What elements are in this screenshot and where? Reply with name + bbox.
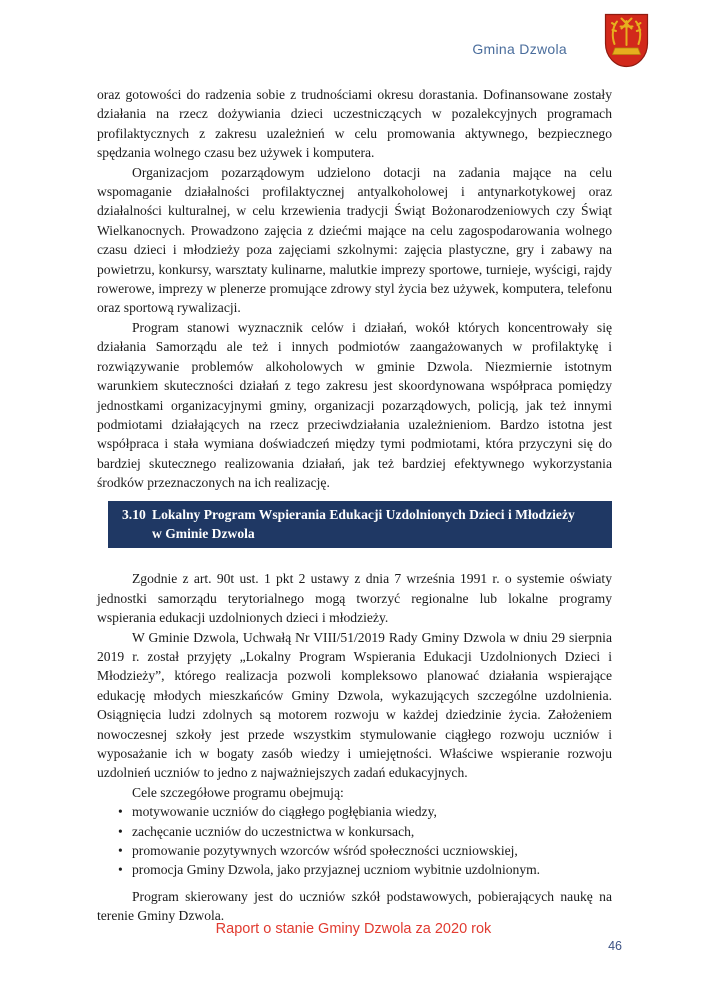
paragraph: Program skierowany jest do uczniów szkół podstawowych, pobierających naukę na terenie Gminy Dzwola. — [97, 888, 612, 924]
document-body — [97, 85, 612, 926]
section-title — [152, 505, 606, 544]
section-title-line1: Lokalny Program Wspierania Edukacji Uzdolnionych Dzieci i Młodzieży — [152, 506, 575, 522]
section-title-line2: w Gminie Dzwola — [152, 525, 255, 541]
section-heading-bar — [108, 501, 612, 549]
list-item: • zachęcanie uczniów do uczestnictwa w konkursach, — [97, 822, 612, 841]
section-number: 3.10 — [122, 506, 146, 522]
paragraph: Program stanowi wyznacznik celów i działań, wokół których koncentrowały się działania Samorządu ale też i innych podmiotów zaangażowanych w profilaktykę i rozwiązywanie problemów alkoholowych w gminie Dzwola. Niezmiernie istotnym warunkiem skuteczności działań z tego zakresu jest skoordynowana współpraca pomiędzy jednostkami organizacyjnymi gminy, organizacji pozarządowych, policją, jak też innymi podmiotami działających na rzecz przeciwdziałania uzależnieniom. Bardzo istotna jest współpraca i stała wymiana doświadczeń między tymi podmiotami, która przyczyni się do bardziej skutecznego realizowania działań, jak też bardziej efektywnego wykorzystania środków przeznaczonych na ich realizację. — [97, 319, 612, 491]
list-intro: Cele szczegółowe programu obejmują: — [132, 784, 344, 800]
list-item: • motywowanie uczniów do ciągłego pogłębiania wiedzy, — [97, 802, 612, 821]
paragraph: Zgodnie z art. 90t ust. 1 pkt 2 ustawy z dnia 7 września 1991 r. o systemie oświaty jednostki samorządu terytorialnego mogą tworzyć regionalne lub lokalne programy wspierania edukacji uzdolnionych dzieci i młodzieży. — [97, 571, 612, 626]
footer-report-title: Raport o stanie Gminy Dzwola za 2020 rok — [215, 921, 492, 937]
list-item: • promocja Gminy Dzwola, jako przyjaznej uczniom wybitnie uzdolnionym. — [97, 860, 612, 879]
header-gmina-name: Gmina Dzwola — [472, 41, 567, 57]
list-item: • promowanie pozytywnych wzorców wśród społeczności uczniowskiej, — [97, 841, 612, 860]
page-number: 46 — [608, 939, 622, 953]
paragraph: Organizacjom pozarządowym udzielono dotacji na zadania mające na celu wspomaganie działalności profilaktycznej antyalkoholowej i antynarkotykowej oraz działalności kulturalnej, w celu krzewienia tradycji Świąt Bożonarodzeniowych czy Świąt Wielkanocnych. Prowadzono zajęcia z dziećmi mające na celu zagospodarowania wolnego czasu dzieci i młodzieży poza zajęciami szkolnymi: zajęcia plastyczne, gry i zabawy na powietrzu, konkursy, warsztaty kulinarne, malutkie imprezy sportowe, turnieje, wyścigi, rajdy rowerowe, imprezy w plenerze promujące zdrowy styl życia bez używek, komputera, telefonu oraz sportową rywalizacji. — [97, 164, 612, 316]
paragraph: oraz gotowości do radzenia sobie z trudnościami okresu dorastania. Dofinansowane zostały działania na rzecz dożywiania dzieci uczestniczących w pozalekcyjnych programach profilaktycznych z zakresu uzależnień w celu promowania aktywnego, bezpiecznego spędzania wolnego czasu bez używek i komputera. — [97, 87, 612, 161]
paragraph: W Gminie Dzwola, Uchwałą Nr VIII/51/2019 Rady Gminy Dzwola w dniu 29 sierpnia 2019 r. został przyjęty „Lokalny Program Wspierania Edukacji Uzdolnionych Dzieci i Młodzieży”, którego realizacja pozwoli kompleksowo planować działania wspierające edukację młodych mieszkańców Gminy Dzwola, wykazujących szczególne uzdolnienia. Osiągnięcia ludzi zdolnych są motorem rozwoju w każdej dziedzinie życia. Założeniem nowoczesnej szkoły jest przede wszystkim stymulowanie ciągłego rozwoju uczniów i wyposażanie ich w bogaty zasób wiedzy i umiejętności. Właściwe wspieranie rozwoju uzdolnień uczniów to jedno z najważniejszych zadań edukacyjnych. — [97, 629, 612, 781]
goals-bullet-list — [97, 802, 612, 880]
coat-of-arms-icon — [603, 13, 650, 68]
